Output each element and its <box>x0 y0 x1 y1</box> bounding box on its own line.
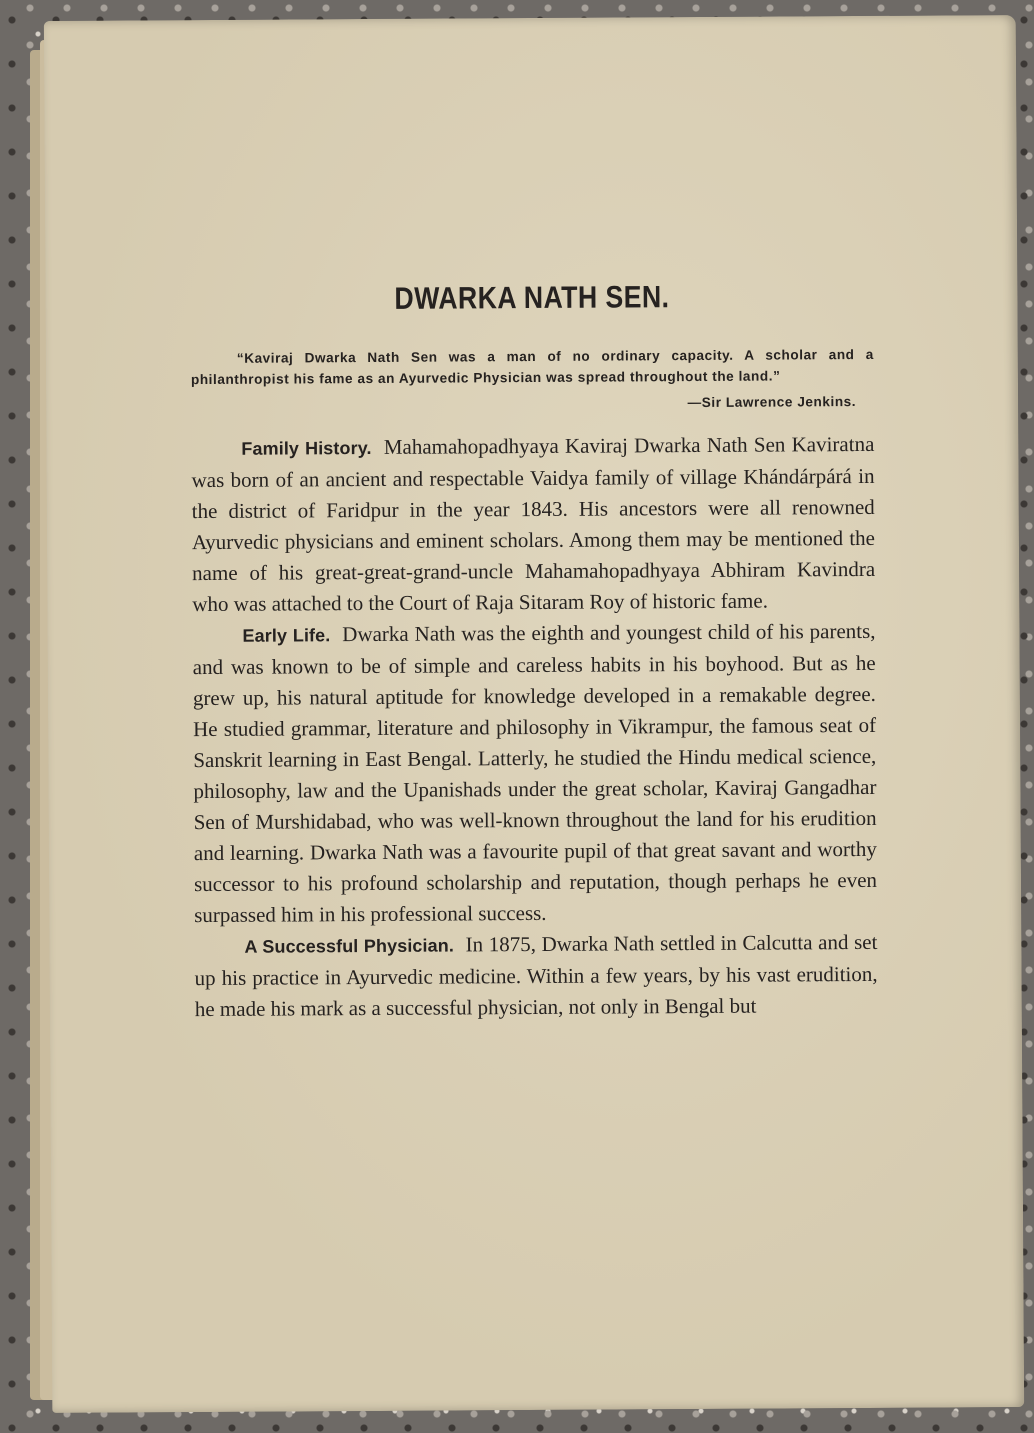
section-family-history <box>191 429 875 620</box>
section-heading: Early Life. <box>242 625 331 646</box>
book-page <box>44 15 1024 1413</box>
page-content <box>190 278 878 1025</box>
section-heading: A Successful Physician. <box>244 935 454 957</box>
section-early-life <box>192 616 877 931</box>
section-heading: Family History. <box>241 437 372 459</box>
section-successful-physician <box>194 927 878 1025</box>
epigraph-attribution: —Sir Lawrence Jenkins. <box>687 394 857 411</box>
section-body: In 1875, Dwarka Nath settled in Calcutta and set up his practice in Ayurvedic medicine. Within a few years, by his vast erudition, he made his mark as a successful physician, not only in Bengal but <box>194 929 878 1022</box>
page-title: DWARKA NATH SEN. <box>394 279 670 316</box>
epigraph-quote: “Kaviraj Dwarka Nath Sen was a man of no ordinary capacity. A scholar and a philanthropist his fame as an Ayurvedic Physician was spread throughout the land.” <box>190 346 874 388</box>
section-body: Mahamahopadhyaya Kaviraj Dwarka Nath Sen Kaviratna was born of an ancient and respectable Vaidya family of village Khándárpárá in the district of Faridpur in the year 1843. His ancestors were all renowned Ayurvedic physicians and eminent scholars. Among them may be mentioned the name of his great-great-grand-uncle Mahamahopadhyaya Abhiram Kavindra who was attached to the Court of Raja Sitaram Roy of historic fame. <box>191 431 876 617</box>
section-body: Dwarka Nath was the eighth and youngest child of his parents, and was known to be of simple and careless habits in his boyhood. But as he grew up, his natural aptitude for knowledge developed in a remakable degree. He studied grammar, literature and philosophy in Vikrampur, the famous seat of Sanskrit learning in East Bengal. Latterly, he studied the Hindu medical science, philosophy, law and the Upanishads under the great scholar, Kaviraj Gangadhar Sen of Murshidabad, who was well-known throughout the land for his erudition and learning. Dwarka Nath was a favourite pupil of that great savant and worthy successor to his profound scholarship and reputation, though perhaps he even surpassed him in his professional success. <box>192 618 878 928</box>
